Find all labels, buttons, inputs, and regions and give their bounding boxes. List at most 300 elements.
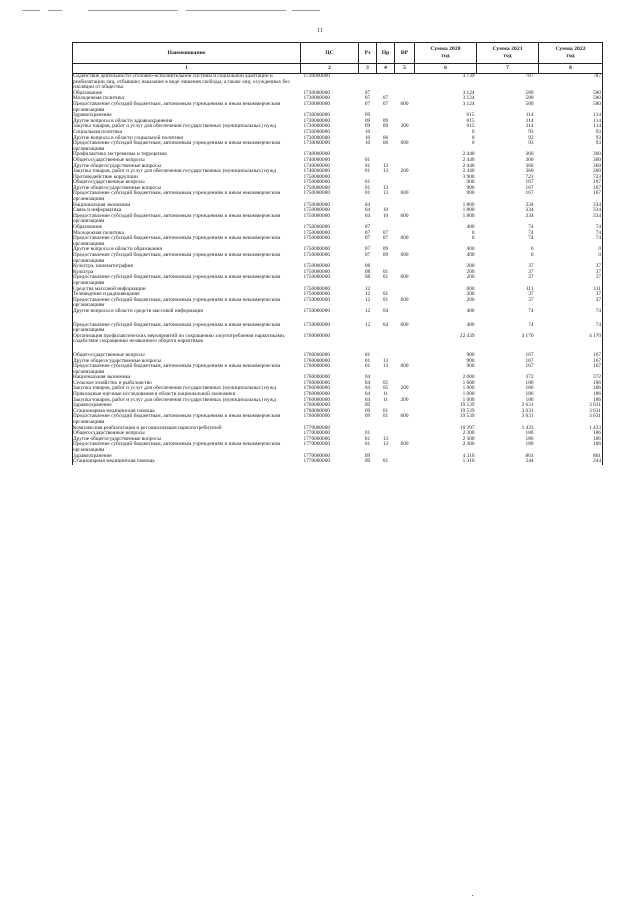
row-sum-2020: 22 439: [459, 332, 475, 339]
row-sum-2020: 400: [466, 224, 475, 231]
row-vr-code: 600: [400, 321, 409, 328]
row-sum-2020: 400: [466, 321, 475, 328]
row-name: Предоставление субсидий бюджетным, автономным учреждениям и иным некоммерческим организациям: [73, 323, 301, 334]
row-name: Другие общегосударственные вопросы: [73, 186, 301, 192]
row-sum-2020: 200: [466, 268, 475, 275]
row-name: Содействие деятельности уголовно-исполнительной системы и социальной адаптации и реабилитации лиц, отбывших наказание в виде лишения свободы, а также лиц, осужденных без изоляции от общества: [73, 74, 301, 91]
row-sum-2021: 360: [525, 151, 534, 158]
row-vr-code: 600: [400, 235, 409, 242]
row-pr-code: 10: [382, 207, 389, 214]
row-sum-2020: 400: [466, 307, 475, 314]
row-cs-code: 1760000000: [303, 332, 330, 339]
row-cs-code: 1760000000: [303, 396, 330, 403]
row-vr-code: 200: [400, 385, 409, 392]
row-rz-code: 12: [364, 291, 371, 298]
row-vr-code: [395, 334, 415, 345]
table-body: [73, 74, 603, 465]
row-pr-code: 07: [382, 235, 389, 242]
table-row: [73, 102, 603, 113]
row-rz-code: 04: [364, 391, 371, 398]
row-sum-2020: 3 900: [462, 173, 475, 180]
row-sum-2020: 1 800: [462, 201, 475, 208]
row-name: Предоставление субсидий бюджетным, автономным учреждениям и иным некоммерческим организациям: [73, 442, 301, 453]
row-pr-code: [377, 334, 395, 345]
row-pr-code: 01: [382, 268, 389, 275]
row-cs-code: 1750000000: [303, 274, 330, 281]
row-sum-2021: 186: [525, 435, 534, 442]
row-sum-2022: 167: [539, 186, 603, 192]
row-rz-code: 12: [364, 321, 371, 328]
row-vr-code: 200: [400, 168, 409, 175]
row-name: Здравоохранение: [73, 113, 301, 119]
row-name: Закупка товаров, работ и услуг для обеспечения государственных (муниципальных) нужд: [73, 124, 301, 130]
row-sum-2022: 74: [539, 309, 603, 315]
row-sum-2020: 2 300: [462, 435, 475, 442]
row-vr-code: 600: [400, 363, 409, 370]
row-sum-2022: 723: [539, 175, 603, 181]
row-sum-2022: 372: [539, 375, 603, 381]
row-sum-2020: 200: [466, 274, 475, 281]
row-name: Здравоохранение: [73, 403, 301, 409]
row-cs-code: 1760000000: [303, 351, 330, 358]
row-cs-code: 1750000000: [303, 201, 330, 208]
row-cs-code: 1740000000: [303, 151, 330, 158]
row-sum-2021: 334: [525, 201, 534, 208]
row-rz-code: 01: [364, 435, 371, 442]
row-sum-2020: 10 397: [459, 424, 475, 431]
row-cs-code: 1770000000: [303, 458, 330, 465]
row-sum-2022: 334: [539, 214, 603, 225]
scan-dot: •: [472, 893, 474, 898]
column-number: 3: [359, 64, 377, 74]
table-header-row: [73, 43, 603, 64]
row-rz-code: 12: [364, 285, 371, 292]
row-cs-code: 1750000000: [303, 179, 330, 186]
scan-artifact-line: [186, 10, 286, 11]
row-pr-code: 13: [382, 168, 389, 175]
row-rz-code: 01: [364, 184, 371, 191]
column-number: 4: [377, 64, 395, 74]
row-name: Социальная политика: [73, 130, 301, 136]
row-rz-code: 01: [364, 168, 371, 175]
row-rz-code: 07: [364, 100, 371, 107]
row-cs-code: 1750000000: [303, 252, 330, 258]
row-vr-code: 600: [400, 212, 409, 219]
budget-table: [72, 42, 603, 465]
row-pr-code: 09: [382, 252, 389, 258]
table-row: [73, 334, 603, 345]
row-cs-code: 1740000000: [303, 156, 330, 163]
row-sum-2020: 1 800: [462, 207, 475, 214]
row-sum-2022: 74: [539, 236, 603, 247]
row-name: Общегосударственные вопросы: [73, 180, 301, 186]
row-sum-2021: 1 433: [521, 424, 534, 431]
row-rz-code: 09: [364, 117, 371, 124]
row-cs-code: 1730000000: [303, 89, 330, 96]
header-sum-2020: Сумма 2020 год: [415, 43, 477, 64]
row-sum-2020: 19 539: [459, 413, 475, 420]
row-sum-2021: 3 631: [521, 402, 534, 409]
row-name: Предоставление субсидий бюджетным, автономным учреждениям и иным некоммерческим организациям: [73, 191, 301, 202]
row-name: Другие вопросы в области образования: [73, 247, 301, 253]
row-sum-2022: 74: [539, 225, 603, 231]
header-pr: Пр: [377, 43, 395, 64]
row-sum-2021: 167: [525, 190, 534, 197]
row-cs-code: 1750000000: [303, 235, 330, 242]
row-cs-code: 1770000000: [303, 441, 330, 448]
row-cs-code: 1730000000: [303, 95, 330, 102]
row-sum-2021: 580: [525, 95, 534, 102]
row-sum-2020: 0: [471, 235, 475, 242]
row-rz-code: 07: [364, 95, 371, 102]
row-sum-2021: 334: [525, 212, 534, 219]
column-number: 8: [539, 64, 603, 74]
row-sum-2020: 200: [466, 263, 475, 270]
row-sum-2022: 167: [539, 364, 603, 375]
row-name: Образование: [73, 225, 301, 231]
row-cs-code: 1750000000: [303, 291, 330, 298]
row-sum-2021: 360: [525, 156, 534, 163]
row-cs-code: 1770000000: [303, 424, 330, 431]
row-sum-2020: 1 000: [462, 379, 475, 386]
row-cs-code: 1730000000: [303, 73, 330, 79]
row-sum-2021: 580: [525, 100, 534, 107]
row-sum-2022: 334: [539, 208, 603, 214]
table-row: [73, 74, 603, 91]
row-name: Сельское хозяйство и рыболовство: [73, 381, 301, 387]
row-name: Предоставление субсидий бюджетным, автономным учреждениям и иным некоммерческим организациям: [73, 298, 301, 309]
row-rz-code: 04: [364, 201, 371, 208]
table-row: [73, 364, 603, 375]
column-number: 6: [415, 64, 477, 74]
row-sum-2022: 93: [539, 136, 603, 142]
row-pr-code: 09: [382, 246, 389, 253]
row-rz-code: 01: [364, 430, 371, 437]
row-name: Молодежная политика: [73, 231, 301, 237]
row-rz-code: 12: [364, 307, 371, 314]
row-sum-2022: 3 631: [539, 403, 603, 409]
page-number: 11: [317, 28, 323, 34]
scan-artifact-line: [292, 10, 320, 11]
row-pr-code: 06: [382, 140, 389, 147]
row-sum-2021: 372: [525, 374, 534, 381]
header-vr: ВР: [395, 43, 415, 64]
row-pr-code: 04: [382, 321, 389, 328]
row-sum-2022: 580: [539, 102, 603, 113]
row-sum-2020: 900: [466, 363, 475, 370]
row-pr-code: 13: [382, 190, 389, 197]
row-sum-2021: 167: [525, 363, 534, 370]
table-row: [73, 459, 603, 465]
row-vr-code: 600: [400, 441, 409, 448]
row-name: Культура: [73, 270, 301, 276]
row-name: Стационарная медицинская помощь: [73, 459, 301, 465]
row-sum-2020: 3 124: [462, 89, 475, 96]
row-sum-2021: 37: [528, 268, 534, 275]
row-name: Образование: [73, 91, 301, 97]
row-sum-2020: 3 124: [462, 100, 475, 107]
row-sum-2022: 167: [539, 353, 603, 359]
row-rz-code: 01: [364, 363, 371, 370]
row-sum-2022: 360: [539, 158, 603, 164]
row-pr-code: 01: [382, 296, 389, 303]
header-rz: Рз: [359, 43, 377, 64]
row-name: Общегосударственные вопросы: [73, 353, 301, 359]
row-name: Предоставление субсидий бюджетным, автономным учреждениям и иным некоммерческим организациям: [73, 275, 301, 286]
scan-artifact-line: [22, 10, 40, 11]
row-cs-code: 1760000000: [303, 413, 330, 420]
row-name: Общегосударственные вопросы: [73, 158, 301, 164]
row-sum-2021: 244: [525, 458, 534, 465]
row-rz-code: 09: [364, 413, 371, 420]
row-pr-code: 01: [382, 407, 389, 414]
row-rz-code: 04: [364, 385, 371, 392]
row-cs-code: 1750000000: [303, 224, 330, 231]
row-sum-2020: 1 000: [462, 385, 475, 392]
row-cs-code: 1760000000: [303, 407, 330, 414]
row-rz-code: 01: [364, 441, 371, 448]
row-sum-2020: 900: [466, 184, 475, 191]
row-vr-code: 200: [400, 396, 409, 403]
row-name: Другие вопросы в области социальной политики: [73, 136, 301, 142]
row-sum-2022: 4 170: [539, 334, 603, 345]
row-sum-2020: 3 739: [462, 73, 475, 79]
row-pr-code: 13: [382, 441, 389, 448]
row-name: Другие вопросы в области средств массовой информации: [73, 309, 301, 315]
row-pr-code: 13: [382, 162, 389, 169]
row-sum-2021: 167: [525, 357, 534, 364]
row-pr-code: 11: [382, 391, 389, 398]
row-vr-code: 600: [400, 274, 409, 281]
header-cs: ЦС: [301, 43, 359, 64]
row-sum-2020: 200: [466, 291, 475, 298]
row-sum-2020: 19 539: [459, 407, 475, 414]
row-vr-code: 600: [400, 296, 409, 303]
row-sum-2022: 167: [539, 191, 603, 202]
row-vr-code: [395, 345, 415, 353]
row-sum-2022: 74: [539, 231, 603, 237]
header-sum-2022: Сумма 2022 год: [539, 43, 603, 64]
row-sum-2020: 2 440: [462, 156, 475, 163]
row-sum-2020: 1 310: [462, 458, 475, 465]
row-cs-code: 1740000000: [303, 162, 330, 169]
row-rz-code: 07: [364, 89, 371, 96]
row-name: Предоставление субсидий бюджетным, автономным учреждениям и иным некоммерческим организациям: [73, 236, 301, 247]
row-sum-2022: 186: [539, 437, 603, 443]
row-name: Молодежная политика: [73, 96, 301, 102]
row-name: Предоставление субсидий бюджетным, автономным учреждениям и иным некоммерческим организациям: [73, 141, 301, 152]
row-sum-2020: 600: [466, 285, 475, 292]
row-sum-2022: 74: [539, 323, 603, 334]
row-sum-2020: 2 440: [462, 168, 475, 175]
row-pr-code: 01: [382, 291, 389, 298]
row-sum-2021: 74: [528, 307, 534, 314]
row-sum-2021: 37: [528, 291, 534, 298]
row-cs-code: 1750000000: [303, 268, 330, 275]
row-name: Предоставление субсидий бюджетным, автономным учреждениям и иным некоммерческим организациям: [73, 414, 301, 425]
row-sum-2022: 3 631: [539, 409, 603, 415]
row-rz-code: 12: [364, 296, 371, 303]
row-name: Организация профилактических мероприятий по сокращению злоупотребления наркотиками, содействие сокращению незаконного оборота наркотиков: [73, 334, 301, 345]
column-number: 2: [301, 64, 359, 74]
row-sum-2020: 0: [471, 229, 475, 236]
row-sum-2021: 186: [525, 441, 534, 448]
row-sum-2022: 37: [539, 298, 603, 309]
header-sum-2021: Сумма 2021 год: [477, 43, 539, 64]
row-name: Предоставление субсидий бюджетным, автономным учреждениям и иным некоммерческим организациям: [73, 253, 301, 264]
row-sum-2021: 4 170: [521, 332, 534, 339]
row-sum-2022: 186: [539, 398, 603, 404]
row-sum-2021: 74: [528, 235, 534, 242]
row-rz-code: 08: [364, 268, 371, 275]
row-rz-code: 04: [364, 207, 371, 214]
row-sum-2022: 167: [539, 359, 603, 365]
row-sum-2022: 334: [539, 203, 603, 209]
row-sum-2022: 93: [539, 130, 603, 136]
row-rz-code: 09: [364, 402, 371, 409]
row-sum-2021: 334: [525, 207, 534, 214]
row-sum-2021: 0: [530, 246, 534, 253]
row-cs-code: 1750000000: [303, 212, 330, 219]
row-sum-2022: 114: [539, 124, 603, 130]
row-name: Другие общегосударственные вопросы: [73, 437, 301, 443]
row-sum-2021: 167: [525, 184, 534, 191]
row-pr-code: 11: [382, 396, 389, 403]
row-pr-code: [377, 345, 395, 353]
row-sum-2021: 111: [525, 285, 534, 292]
row-name: Стационарная медицинская помощь: [73, 409, 301, 415]
row-rz-code: 07: [364, 229, 371, 236]
row-name: Профилактика экстремизма и терроризма: [73, 152, 301, 158]
row-rz-code: 04: [364, 212, 371, 219]
row-name: Противодействие коррупции: [73, 175, 301, 181]
row-sum-2022: 114: [539, 113, 603, 119]
header-name: Наименование: [73, 43, 301, 64]
row-cs-code: 1750000000: [303, 173, 330, 180]
row-pr-code: 13: [382, 357, 389, 364]
row-rz-code: [359, 74, 377, 91]
row-rz-code: 01: [364, 156, 371, 163]
table-row: [73, 275, 603, 286]
table-row: [73, 214, 603, 225]
row-sum-2022: 1 433: [539, 426, 603, 432]
row-sum-2020: 400: [466, 246, 475, 253]
row-sum-2021: 167: [525, 351, 534, 358]
row-sum-2022: 37: [539, 270, 603, 276]
row-vr-code: 600: [400, 413, 409, 420]
row-rz-code: 04: [364, 396, 371, 403]
row-sum-2021: 37: [528, 263, 534, 270]
row-cs-code: 1730000000: [303, 134, 330, 141]
row-rz-code: 01: [364, 351, 371, 358]
row-sum-2020: 0: [471, 134, 475, 141]
row-rz-code: 10: [364, 134, 371, 141]
row-sum-2021: 74: [528, 229, 534, 236]
row-pr-code: 13: [382, 184, 389, 191]
row-name: Другие общегосударственные вопросы: [73, 359, 301, 365]
row-name: Предоставление субсидий бюджетным, автономным учреждениям и иным некоммерческим организациям: [73, 214, 301, 225]
row-rz-code: 07: [364, 235, 371, 242]
row-name: Закупка товаров, работ и услуг для обеспечения государственных (муниципальных) нужд: [73, 169, 301, 175]
row-rz-code: 07: [364, 246, 371, 253]
row-sum-2021: 114: [525, 123, 534, 130]
row-rz-code: 09: [364, 452, 371, 459]
row-rz-code: 01: [364, 179, 371, 186]
row-name: Культура, кинематография: [73, 264, 301, 270]
row-sum-2021: 801: [525, 452, 534, 459]
row-sum-2020: 4 310: [462, 452, 475, 459]
row-cs-code: 1750000000: [303, 190, 330, 197]
row-sum-2021: 3 631: [521, 407, 534, 414]
row-pr-code: [377, 74, 395, 91]
row-sum-2020: 0: [471, 128, 475, 135]
row-rz-code: [359, 334, 377, 345]
row-cs-code: 1760000000: [303, 374, 330, 381]
row-rz-code: 04: [364, 374, 371, 381]
scan-artifact-line: [48, 10, 62, 11]
table-row: [73, 345, 603, 353]
row-sum-2022: 186: [539, 392, 603, 398]
row-pr-code: 13: [382, 435, 389, 442]
row-sum-2021: 74: [528, 224, 534, 231]
row-sum-2021: 186: [525, 385, 534, 392]
row-sum-2020: 3 124: [462, 95, 475, 102]
row-pr-code: 06: [382, 134, 389, 141]
row-sum-2020: 900: [466, 357, 475, 364]
table-row: [73, 442, 603, 453]
row-rz-code: 01: [364, 162, 371, 169]
row-pr-code: 07: [382, 95, 389, 102]
table-row: [73, 191, 603, 202]
row-cs-code: 1770000000: [303, 435, 330, 442]
row-pr-code: 10: [382, 212, 389, 219]
row-vr-code: 600: [400, 100, 409, 107]
row-sum-2022: 0: [539, 247, 603, 253]
row-name: Предоставление субсидий бюджетным, автономным учреждениям и иным некоммерческим организациям: [73, 364, 301, 375]
row-vr-code: 200: [400, 123, 409, 130]
row-pr-code: 01: [382, 274, 389, 281]
row-name: Телевидение и радиовещание: [73, 292, 301, 298]
row-vr-code: 600: [400, 140, 409, 147]
row-name: Закупка товаров, работ и услуг для обеспечения государственных (муниципальных) нужд: [73, 398, 301, 404]
row-sum-2021: 580: [525, 89, 534, 96]
row-sum-2020: 1 000: [462, 391, 475, 398]
row-pr-code: 07: [382, 229, 389, 236]
row-sum-2020: 200: [466, 296, 475, 303]
row-rz-code: 09: [364, 458, 371, 465]
row-cs-code: 1750000000: [303, 307, 330, 314]
row-sum-2022: 167: [539, 180, 603, 186]
row-sum-2020: 900: [466, 190, 475, 197]
row-sum-2020: 615: [466, 112, 475, 119]
row-sum-2022: 186: [539, 381, 603, 387]
row-sum-2022: 37: [539, 292, 603, 298]
row-cs-code: 1750000000: [303, 184, 330, 191]
row-sum-2022: 186: [539, 442, 603, 453]
row-sum-2020: 2 440: [462, 162, 475, 169]
table-row: [73, 414, 603, 425]
row-cs-code: 1760000000: [303, 391, 330, 398]
row-sum-2022: 244: [539, 459, 603, 465]
row-sum-2022: 111: [539, 287, 603, 293]
row-name: Связь и информатика: [73, 208, 301, 214]
row-sum-2021: 37: [528, 296, 534, 303]
row-name: Другие общегосударственные вопросы: [73, 164, 301, 170]
row-sum-2021: 360: [525, 168, 534, 175]
row-sum-2022: 580: [539, 96, 603, 102]
row-vr-code: 600: [400, 190, 409, 197]
row-sum-2022: 114: [539, 119, 603, 125]
